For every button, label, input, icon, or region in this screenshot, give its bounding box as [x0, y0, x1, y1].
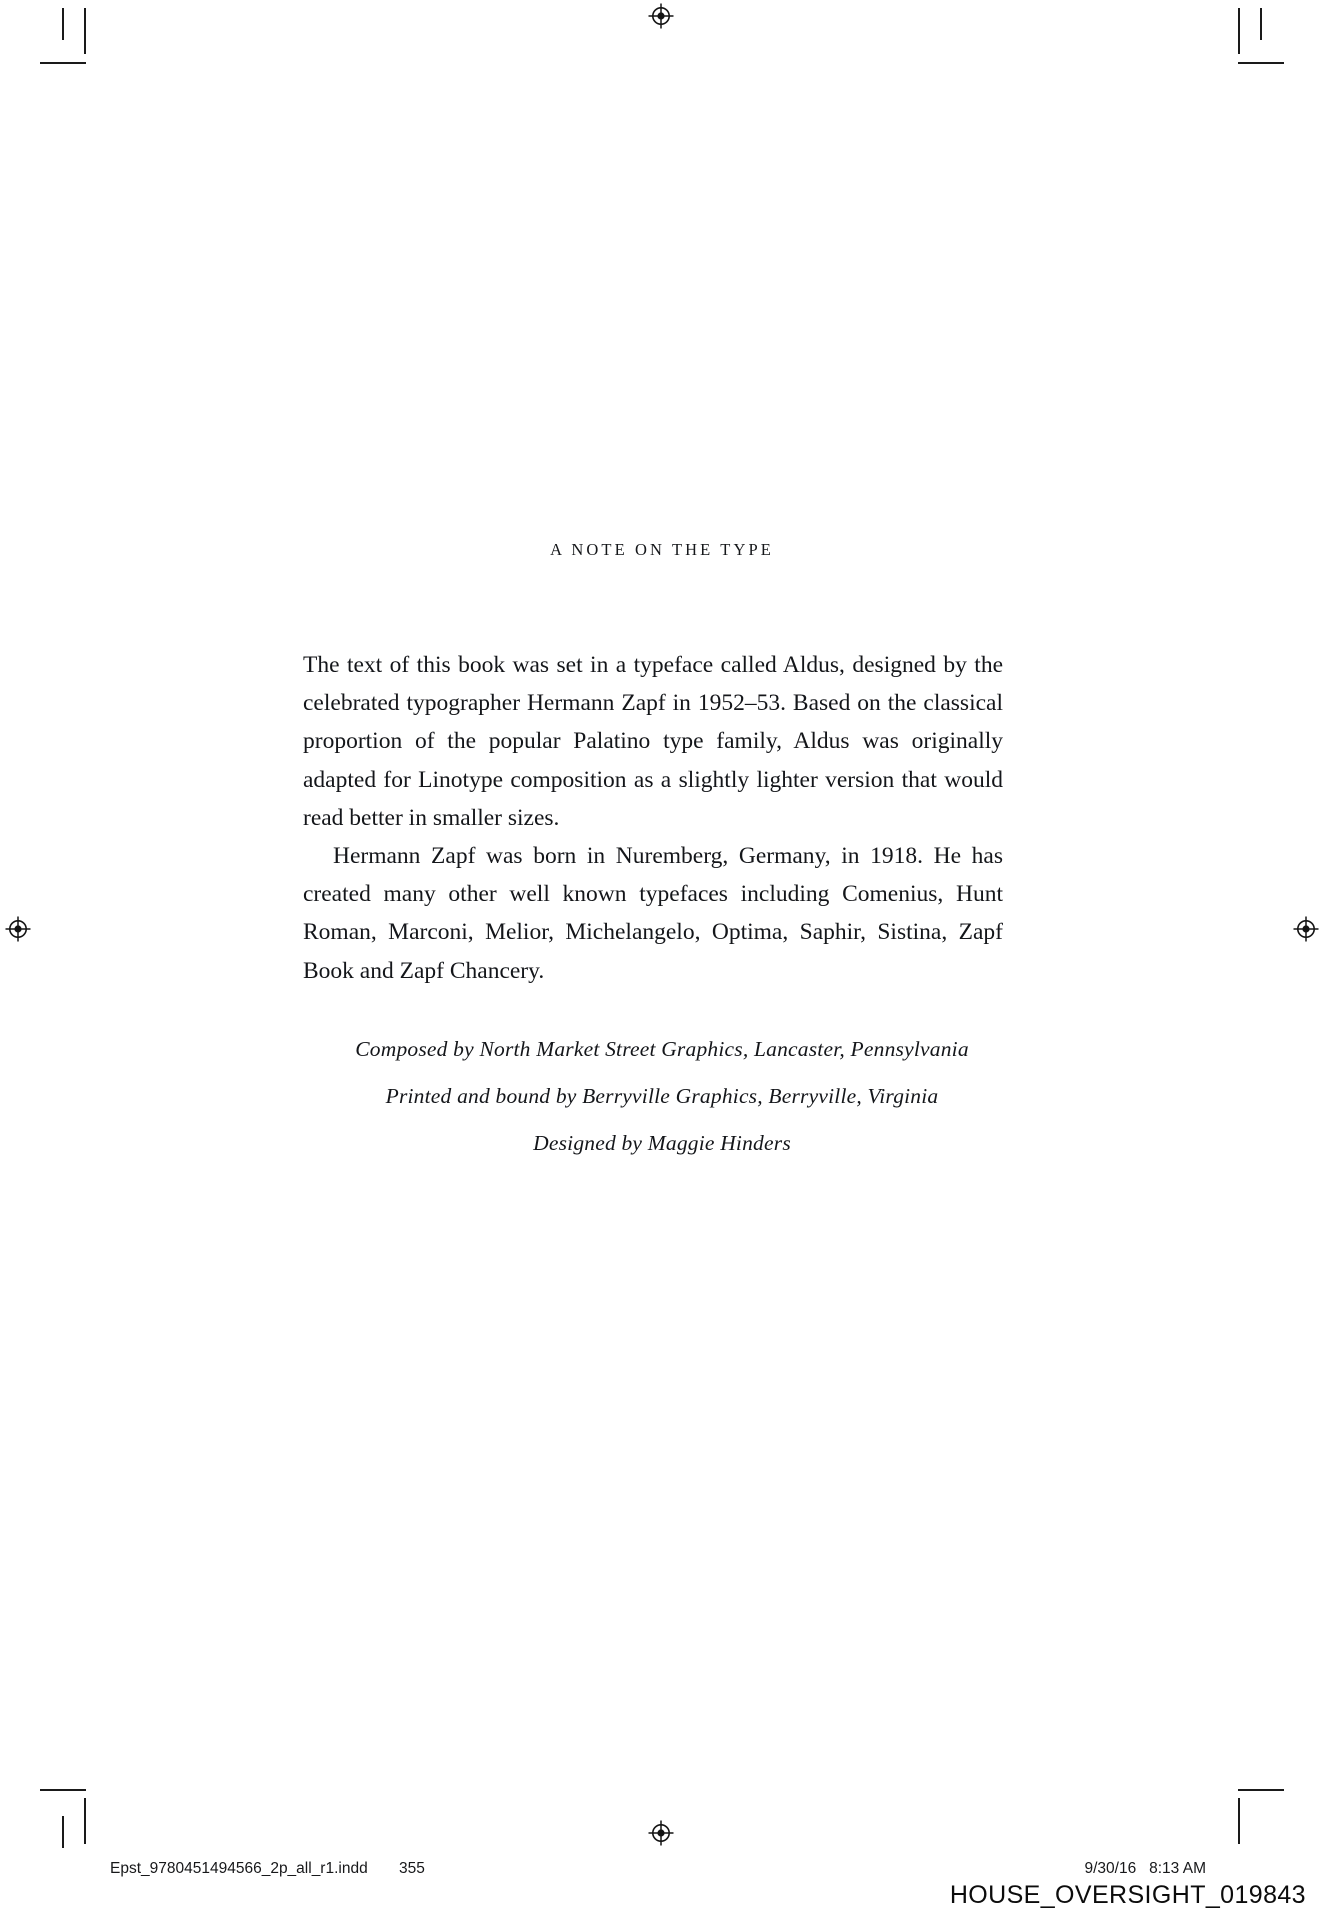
- colophon-printed-by: Printed and bound by Berryville Graphics, Berryville, Virginia: [385, 1084, 939, 1108]
- slug-time: 8:13 AM: [1149, 1860, 1206, 1877]
- crop-mark-top-left-vertical: [84, 8, 86, 54]
- page-title: A NOTE ON THE TYPE: [550, 540, 774, 559]
- body-text-block: [303, 646, 1015, 990]
- registration-target-icon-right: [1293, 916, 1319, 942]
- crop-mark-top-left-outer: [62, 8, 64, 40]
- crop-mark-top-right-horizontal: [1238, 62, 1284, 64]
- registration-target-icon-top: [648, 3, 674, 29]
- colophon-composed-by: Composed by North Market Street Graphics, Lancaster, Pennsylvania: [355, 1037, 969, 1061]
- crop-mark-bottom-right-horizontal: [1238, 1789, 1284, 1791]
- colophon-block: [0, 1026, 1324, 1167]
- paragraph-zapf-biography: Hermann Zapf was born in Nuremberg, Germany, in 1918. He has created many other well known typefaces including Comenius, Hunt Roman, Marconi, Melior, Michelangelo, Optima, Saphir, Sistina, Zapf Book and Zapf Chancery.: [303, 843, 1003, 984]
- bates-stamp: HOUSE_OVERSIGHT_019843: [949, 1881, 1306, 1909]
- colophon-designed-by: Designed by Maggie Hinders: [533, 1131, 791, 1155]
- crop-mark-bottom-left-horizontal: [40, 1789, 86, 1791]
- slug-date: 9/30/16: [1084, 1860, 1137, 1877]
- crop-mark-top-left-horizontal: [40, 62, 86, 64]
- slug-timestamp: [1084, 1860, 1206, 1878]
- page-number: 355: [399, 1860, 425, 1877]
- crop-mark-bottom-left-inner-vertical: [84, 1798, 86, 1844]
- registration-target-icon-left: [5, 916, 31, 942]
- paragraph-typeface-history: The text of this book was set in a typeface called Aldus, designed by the celebrated typographer Hermann Zapf in 1952–53. Based on the classical proportion of the popular Palatino type family, Aldus was originally adapted for Linotype composition as a slightly lighter version that would read better in smaller sizes.: [303, 652, 1003, 831]
- crop-mark-bottom-right-vertical: [1238, 1798, 1240, 1844]
- crop-mark-top-right-vertical: [1238, 8, 1240, 54]
- indesign-file-slug: Epst_9780451494566_2p_all_r1.indd: [110, 1860, 368, 1877]
- crop-mark-top-right-outer: [1260, 8, 1262, 40]
